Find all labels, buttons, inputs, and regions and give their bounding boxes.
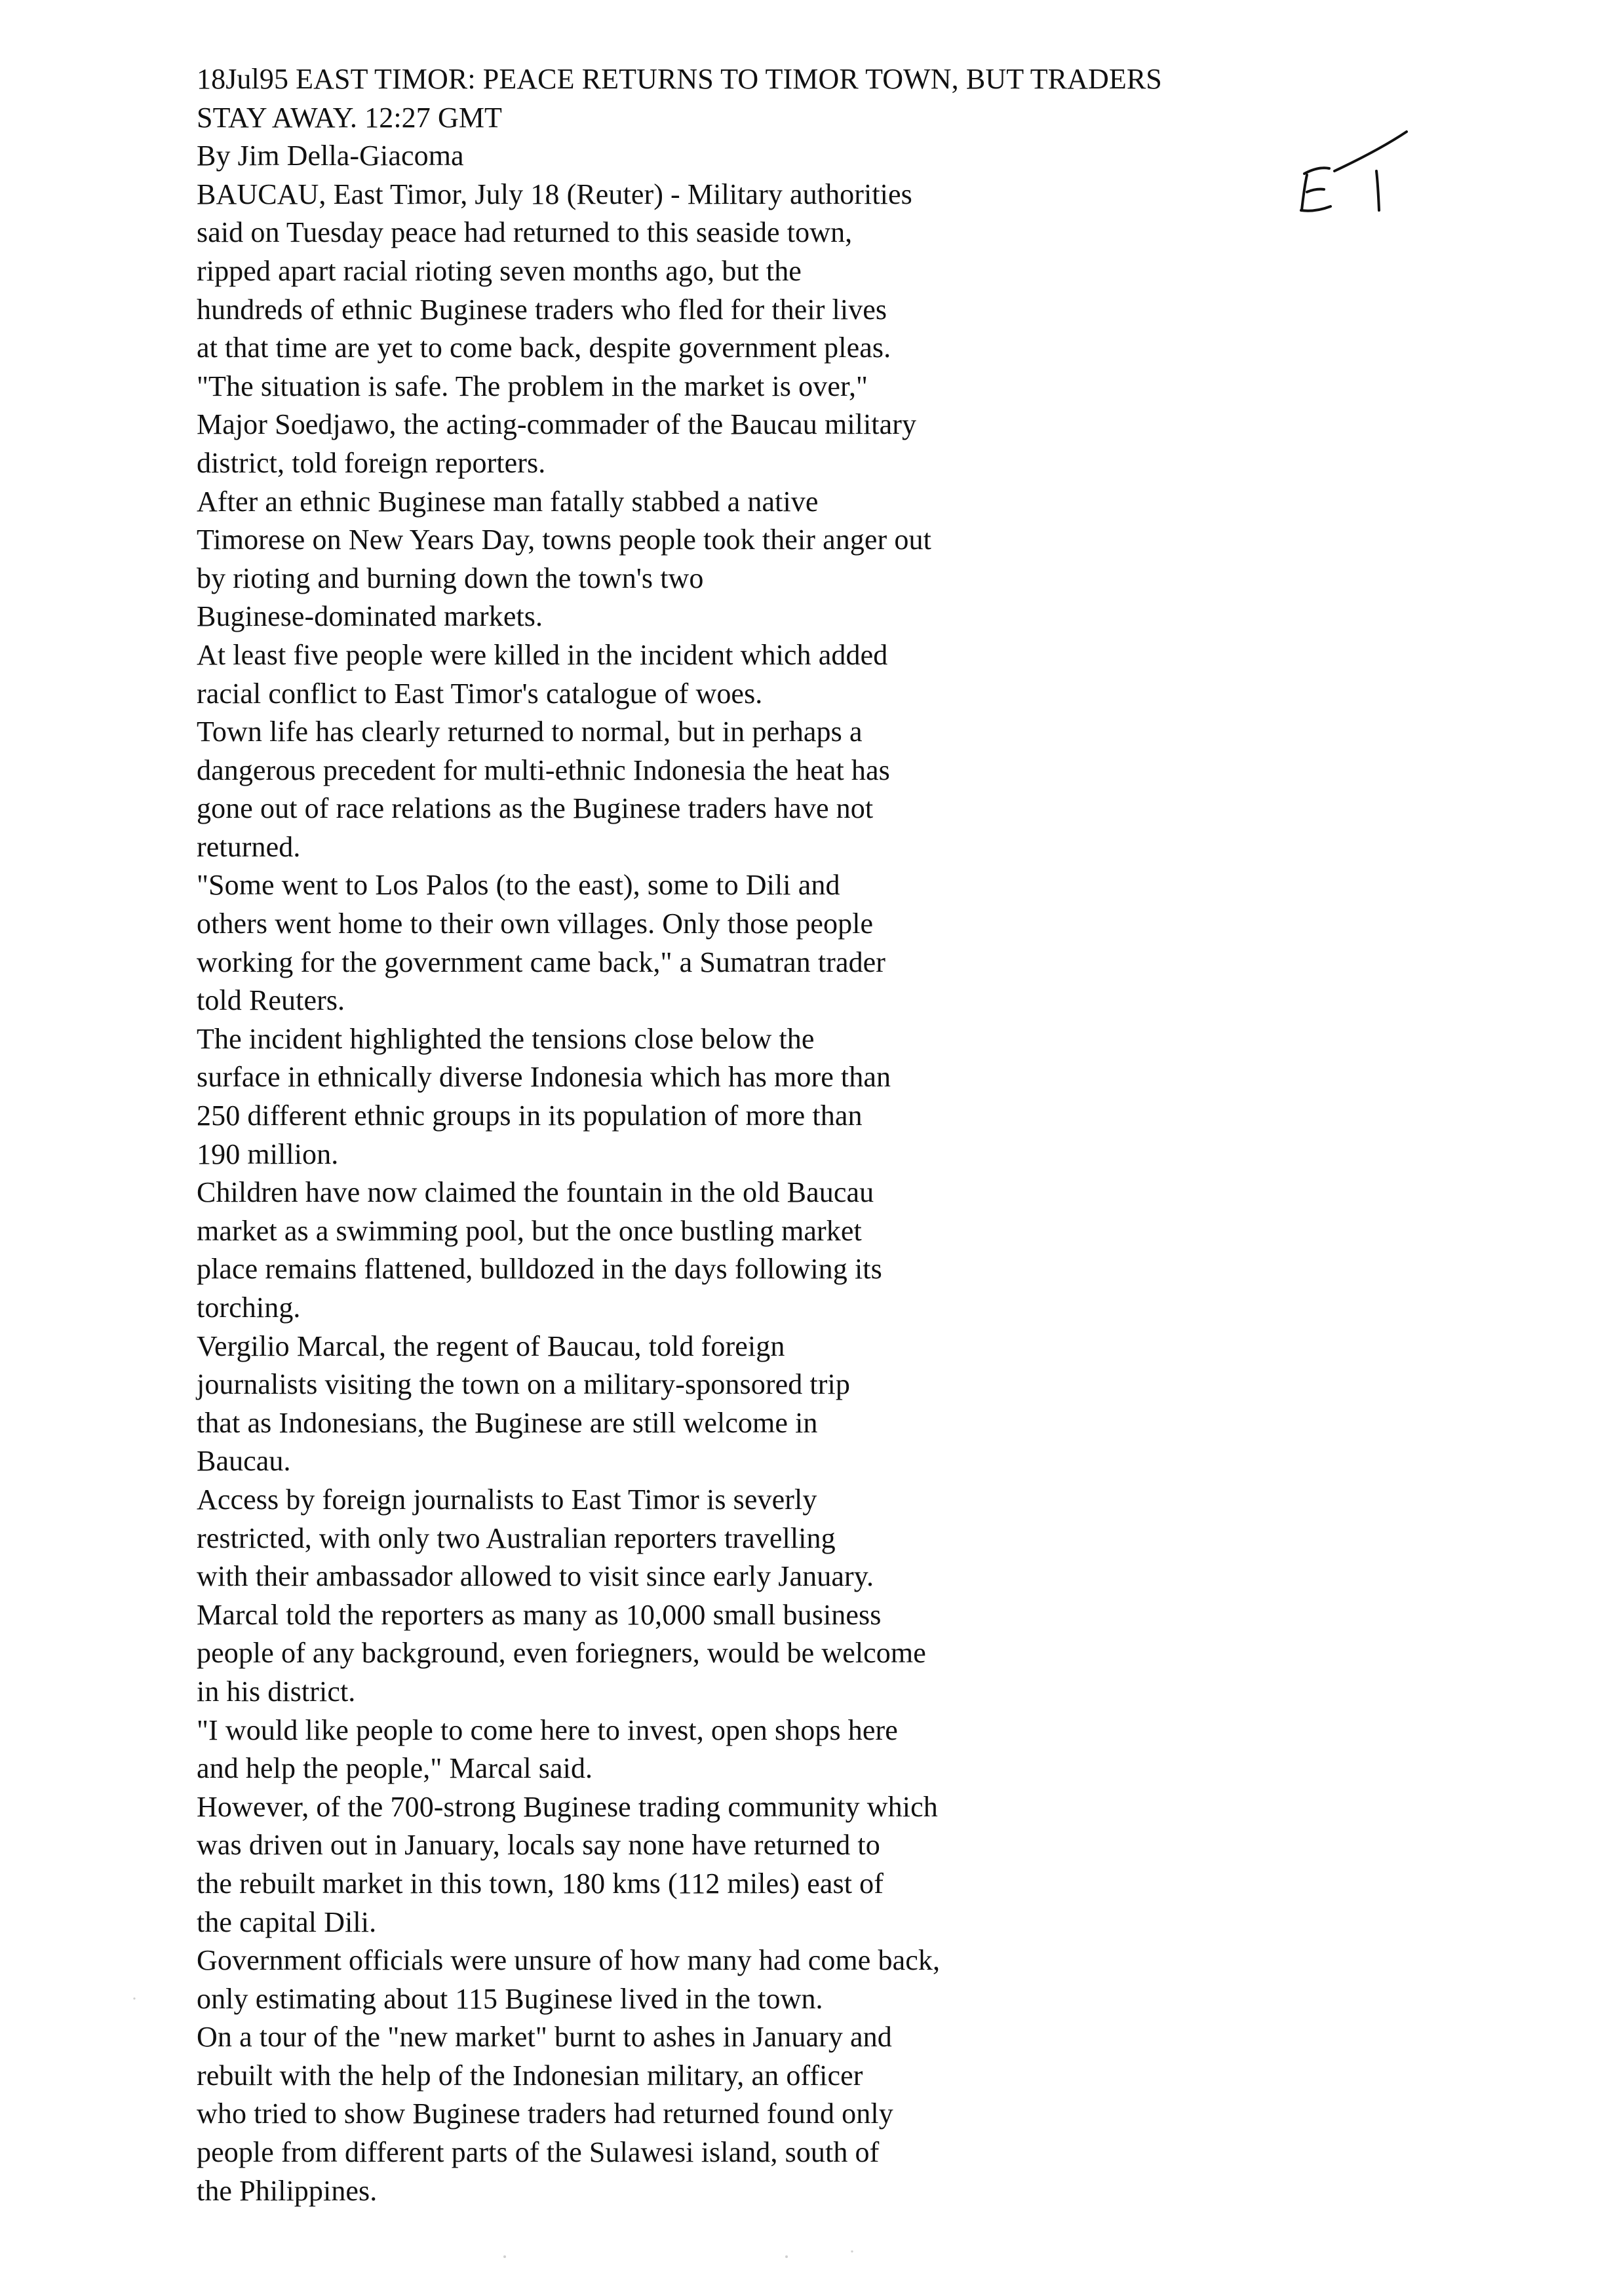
text-line: others went home to their own villages. Only those people xyxy=(197,908,874,940)
text-line: At least five people were killed in the incident which added xyxy=(197,638,888,671)
text-line: Timorese on New Years Day, towns people took their anger out xyxy=(197,524,931,556)
text-line: returned. xyxy=(197,830,301,863)
text-line: Marcal told the reporters as many as 10,000 small business xyxy=(197,1598,882,1631)
text-line: said on Tuesday peace had returned to this seaside town, xyxy=(197,216,853,249)
text-line: told Reuters. xyxy=(197,984,345,1017)
text-line: restricted, with only two Australian reporters travelling xyxy=(197,1521,836,1554)
text-line: working for the government came back," a Sumatran trader xyxy=(197,946,886,978)
text-line: the capital Dili. xyxy=(197,1905,377,1938)
text-line: torching. xyxy=(197,1292,301,1324)
text-line: gone out of race relations as the Buginese traders have not xyxy=(197,792,874,825)
text-line: people from different parts of the Sulawesi island, south of xyxy=(197,2136,880,2169)
text-line: The incident highlighted the tensions close below the xyxy=(197,1022,815,1055)
text-line: Major Soedjawo, the acting-commader of the Baucau military xyxy=(197,408,917,441)
text-line: was driven out in January, locals say none have returned to xyxy=(197,1829,880,1862)
text-line: place remains flattened, bulldozed in the days following its xyxy=(197,1253,882,1286)
text-line: district, told foreign reporters. xyxy=(197,446,546,479)
text-line: "I would like people to come here to invest, open shops here xyxy=(197,1713,898,1746)
text-line: hundreds of ethnic Buginese traders who fled for their lives xyxy=(197,293,887,326)
text-line: Buginese-dominated markets. xyxy=(197,600,543,633)
text-line: only estimating about 115 Buginese lived in the town. xyxy=(197,1982,823,2015)
text-line: people of any background, even foriegners, would be welcome xyxy=(197,1637,926,1670)
text-line: Vergilio Marcal, the regent of Baucau, told foreign xyxy=(197,1330,785,1362)
text-line: Government officials were unsure of how many had come back, xyxy=(197,1944,941,1977)
text-line: journalists visiting the town on a military-sponsored trip xyxy=(197,1368,850,1401)
text-line: in his district. xyxy=(197,1675,356,1708)
text-line: Town life has clearly returned to normal, but in perhaps a xyxy=(197,716,863,748)
text-line: However, of the 700-strong Buginese trading community which xyxy=(197,1790,938,1823)
text-line: rebuilt with the help of the Indonesian military, an officer xyxy=(197,2059,863,2092)
text-line: dangerous precedent for multi-ethnic Indonesia the heat has xyxy=(197,754,890,786)
text-line: that as Indonesians, the Buginese are still welcome in xyxy=(197,1406,818,1439)
headline-line-1: 18Jul95 EAST TIMOR: PEACE RETURNS TO TIMOR TOWN, BUT TRADERS xyxy=(197,63,1162,95)
text-line: who tried to show Buginese traders had returned found only xyxy=(197,2097,893,2130)
text-line: "Some went to Los Palos (to the east), some to Dili and xyxy=(197,869,840,902)
text-line: On a tour of the "new market" burnt to ashes in January and xyxy=(197,2021,892,2054)
text-line: market as a swimming pool, but the once bustling market xyxy=(197,1214,862,1247)
text-line: racial conflict to East Timor's catalogue of woes. xyxy=(197,677,763,710)
text-line: "The situation is safe. The problem in the market is over," xyxy=(197,370,868,402)
handwritten-et-mark xyxy=(1278,128,1422,226)
byline: By Jim Della-Giacoma xyxy=(197,140,464,172)
text-line: surface in ethnically diverse Indonesia which has more than xyxy=(197,1061,891,1094)
text-line: and help the people," Marcal said. xyxy=(197,1752,593,1785)
headline-line-2: STAY AWAY. 12:27 GMT xyxy=(197,101,503,134)
text-line: ripped apart racial rioting seven months ago, but the xyxy=(197,254,802,287)
text-line: Children have now claimed the fountain in the old Baucau xyxy=(197,1176,874,1209)
text-line: by rioting and burning down the town's two xyxy=(197,562,704,594)
text-line: at that time are yet to come back, despite government pleas. xyxy=(197,332,891,364)
article-body xyxy=(197,60,1390,2210)
text-line: BAUCAU, East Timor, July 18 (Reuter) - Military authorities xyxy=(197,178,912,210)
handwritten-annotation xyxy=(1278,128,1422,226)
text-line: 190 million. xyxy=(197,1138,339,1170)
text-line: with their ambassador allowed to visit since early January. xyxy=(197,1560,874,1593)
text-line: After an ethnic Buginese man fatally stabbed a native xyxy=(197,485,819,518)
text-line: the rebuilt market in this town, 180 kms (112 miles) east of xyxy=(197,1867,884,1900)
text-line: Baucau. xyxy=(197,1445,291,1478)
text-line: Access by foreign journalists to East Timor is severly xyxy=(197,1483,817,1516)
text-line: the Philippines. xyxy=(197,2174,378,2207)
text-line: 250 different ethnic groups in its population of more than xyxy=(197,1100,863,1132)
